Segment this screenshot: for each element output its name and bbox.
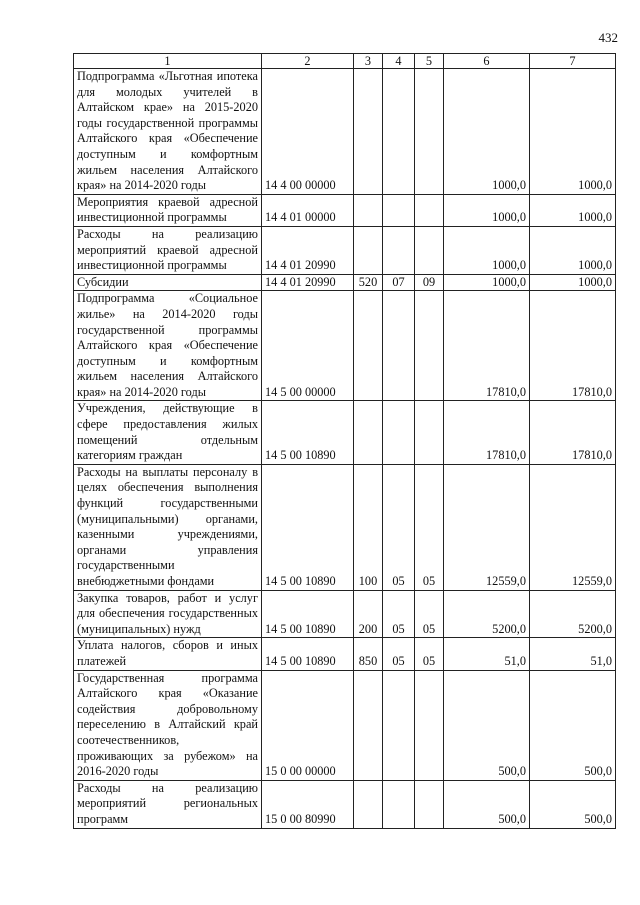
row-sum-1: 17810,0: [444, 291, 530, 401]
row-sum-1: 1000,0: [444, 274, 530, 291]
row-rz: [383, 69, 415, 195]
row-pr: [415, 226, 444, 274]
row-pr: [415, 780, 444, 828]
row-rz: [383, 291, 415, 401]
row-code: 14 4 01 00000: [262, 194, 354, 226]
row-code: 14 5 00 10890: [262, 590, 354, 638]
row-vr: 520: [354, 274, 383, 291]
table-row: [74, 274, 616, 291]
row-pr: 05: [415, 590, 444, 638]
table-row: [74, 226, 616, 274]
row-sum-2: 51,0: [530, 638, 616, 670]
row-code: 15 0 00 80990: [262, 780, 354, 828]
row-sum-2: 12559,0: [530, 464, 616, 590]
table-row: [74, 464, 616, 590]
row-sum-1: 1000,0: [444, 194, 530, 226]
header-col-4: 4: [383, 54, 415, 69]
row-pr: 05: [415, 638, 444, 670]
row-rz: [383, 226, 415, 274]
row-vr: [354, 291, 383, 401]
table-row: [74, 401, 616, 464]
row-rz: 05: [383, 464, 415, 590]
row-pr: [415, 401, 444, 464]
table-row: [74, 69, 616, 195]
row-code: 14 4 00 00000: [262, 69, 354, 195]
header-row: [74, 54, 616, 69]
header-col-5: 5: [415, 54, 444, 69]
row-sum-2: 1000,0: [530, 226, 616, 274]
row-code: 14 5 00 10890: [262, 464, 354, 590]
row-rz: [383, 780, 415, 828]
row-code: 14 5 00 00000: [262, 291, 354, 401]
row-code: 15 0 00 00000: [262, 670, 354, 780]
row-sum-2: 1000,0: [530, 69, 616, 195]
row-vr: [354, 670, 383, 780]
row-code: 14 4 01 20990: [262, 274, 354, 291]
budget-table: [73, 53, 616, 829]
row-code: 14 4 01 20990: [262, 226, 354, 274]
row-vr: 850: [354, 638, 383, 670]
row-sum-1: 500,0: [444, 670, 530, 780]
row-sum-1: 12559,0: [444, 464, 530, 590]
row-sum-2: 5200,0: [530, 590, 616, 638]
row-rz: [383, 670, 415, 780]
row-vr: 200: [354, 590, 383, 638]
row-vr: [354, 194, 383, 226]
row-rz: [383, 194, 415, 226]
row-rz: 07: [383, 274, 415, 291]
row-sum-2: 17810,0: [530, 291, 616, 401]
row-pr: 09: [415, 274, 444, 291]
table-row: [74, 638, 616, 670]
row-sum-1: 51,0: [444, 638, 530, 670]
header-col-3: 3: [354, 54, 383, 69]
row-name: Расходы на реализацию мероприятий краевой адресной инвестиционной программы: [74, 226, 262, 274]
row-sum-2: 500,0: [530, 670, 616, 780]
row-rz: 05: [383, 638, 415, 670]
row-code: 14 5 00 10890: [262, 638, 354, 670]
row-vr: [354, 69, 383, 195]
row-name: Мероприятия краевой адресной инвестиционной программы: [74, 194, 262, 226]
row-sum-1: 1000,0: [444, 226, 530, 274]
page-number: 432: [598, 30, 618, 45]
header-col-1: 1: [74, 54, 262, 69]
table-row: [74, 590, 616, 638]
row-sum-1: 1000,0: [444, 69, 530, 195]
row-name: Расходы на выплаты персоналу в целях обеспечения выполнения функций государственными (муниципальными) органами, казенными учреждениями, органами управления государственными внебюджетными фондами: [74, 464, 262, 590]
row-vr: [354, 226, 383, 274]
row-name: Подпрограмма «Льготная ипотека для молодых учителей в Алтайском крае» на 2015-2020 годы государственной программы Алтайского края «Обеспечение доступным и комфортным жильем населения Алтайского края» на 2014-2020 годы: [74, 69, 262, 195]
row-vr: [354, 401, 383, 464]
header-col-6: 6: [444, 54, 530, 69]
row-rz: [383, 401, 415, 464]
table-row: [74, 194, 616, 226]
row-name: Расходы на реализацию мероприятий региональных программ: [74, 780, 262, 828]
row-rz: 05: [383, 590, 415, 638]
row-vr: 100: [354, 464, 383, 590]
row-pr: 05: [415, 464, 444, 590]
row-vr: [354, 780, 383, 828]
row-sum-1: 17810,0: [444, 401, 530, 464]
row-name: Государственная программа Алтайского края «Оказание содействия добровольному переселению в Алтайский край соотечественников, проживающих за рубежом» на 2016-2020 годы: [74, 670, 262, 780]
row-name: Закупка товаров, работ и услуг для обеспечения государственных (муниципальных) нужд: [74, 590, 262, 638]
row-name: Уплата налогов, сборов и иных платежей: [74, 638, 262, 670]
table-row: [74, 670, 616, 780]
row-sum-1: 5200,0: [444, 590, 530, 638]
row-name: Учреждения, действующие в сфере предоставления жилых помещений отдельным категориям граждан: [74, 401, 262, 464]
row-pr: [415, 670, 444, 780]
row-sum-2: 17810,0: [530, 401, 616, 464]
header-col-2: 2: [262, 54, 354, 69]
row-sum-2: 500,0: [530, 780, 616, 828]
row-sum-1: 500,0: [444, 780, 530, 828]
table-row: [74, 291, 616, 401]
row-sum-2: 1000,0: [530, 274, 616, 291]
row-code: 14 5 00 10890: [262, 401, 354, 464]
row-sum-2: 1000,0: [530, 194, 616, 226]
row-pr: [415, 291, 444, 401]
row-pr: [415, 194, 444, 226]
row-name: Субсидии: [74, 274, 262, 291]
table-row: [74, 780, 616, 828]
row-pr: [415, 69, 444, 195]
header-col-7: 7: [530, 54, 616, 69]
row-name: Подпрограмма «Социальное жилье» на 2014-2020 годы государственной программы Алтайского края «Обеспечение доступным и комфортным жильем населения Алтайского края» на 2014-2020 годы: [74, 291, 262, 401]
